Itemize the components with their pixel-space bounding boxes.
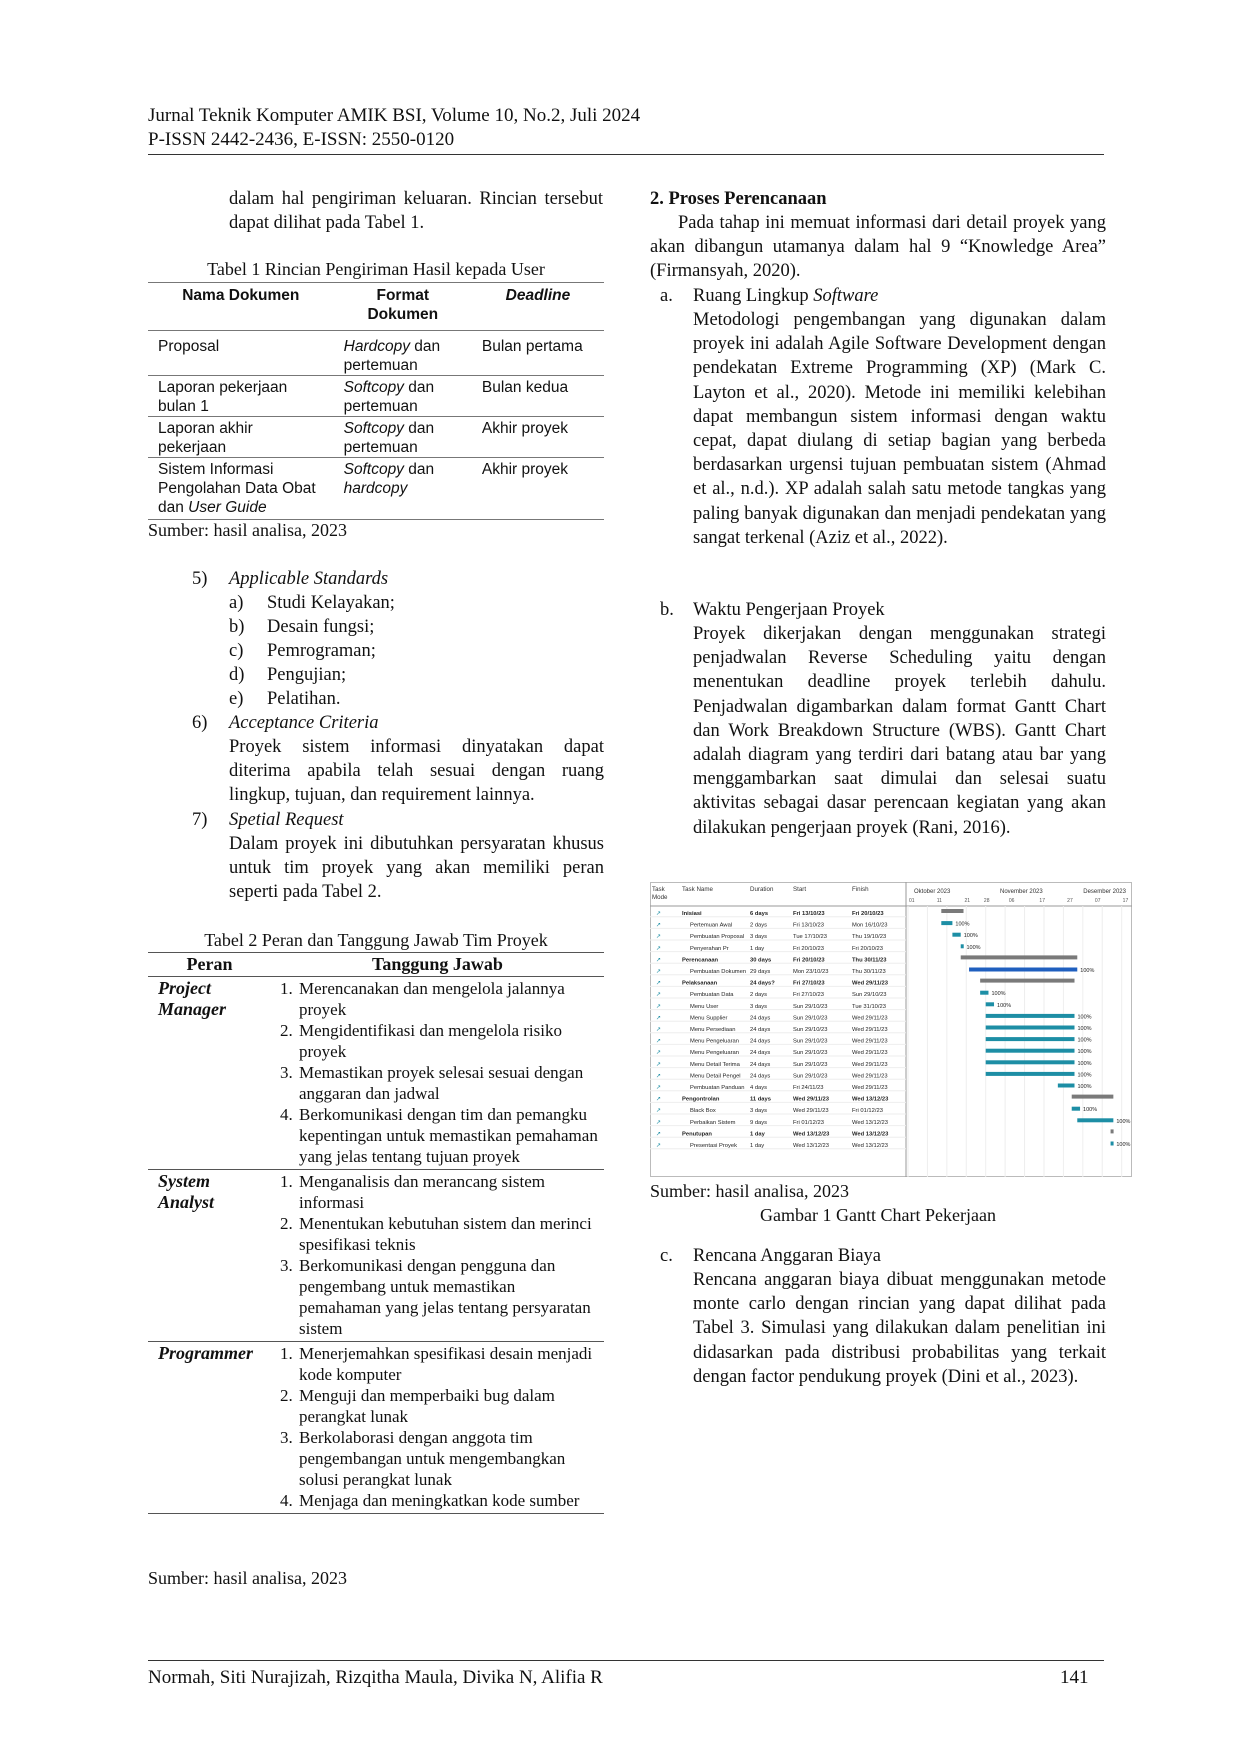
table1-header-doc: Nama Dokumen: [148, 283, 334, 331]
gantt-day-tick: 07: [1094, 898, 1101, 904]
gantt-task-start: Fri 13/10/23: [793, 922, 824, 929]
list-item: b) Desain fungsi;: [229, 617, 375, 637]
gantt-day-tick: 27: [1067, 898, 1073, 904]
list-item: 3. Memastikan proyek selesai sesuai dengan anggaran dan jadwal: [297, 1062, 600, 1104]
page-number: 141: [1060, 1667, 1089, 1688]
table1-cell: Bulan kedua: [472, 376, 604, 417]
table1-cell: Hardcopy dan pertemuan: [334, 331, 472, 376]
gantt-task-name: Penutupan: [682, 1131, 712, 1138]
table1-cell: Akhir proyek: [472, 458, 604, 520]
list-item: a) Studi Kelayakan;: [229, 593, 395, 613]
gantt-task-bar: [986, 1060, 1075, 1064]
gantt-task-name: Pembuatan Data: [690, 992, 734, 999]
gantt-task-start: Sun 29/10/23: [793, 1061, 828, 1068]
gantt-column-header: Mode: [652, 894, 668, 901]
gantt-task-name: Menu Pengeluaran: [690, 1038, 739, 1045]
gantt-task-duration: 11 days: [750, 1096, 771, 1103]
gantt-task-start: Fri 20/10/23: [793, 957, 825, 964]
gantt-task-start: Mon 23/10/23: [793, 969, 829, 975]
gantt-task-start: Fri 01/12/23: [793, 1119, 824, 1126]
role-system-analyst: System Analyst: [148, 1170, 271, 1342]
gantt-task-finish: Thu 19/10/23: [852, 934, 887, 941]
table1-cell: Proposal: [148, 331, 334, 376]
task-mode-icon: ↗: [656, 922, 662, 929]
gantt-task-start: Sun 29/10/23: [793, 1003, 828, 1010]
gantt-task-bar: [941, 921, 952, 925]
gantt-task-finish: Wed 29/11/23: [852, 980, 888, 987]
gantt-task-name: Penyerahan Pr: [690, 945, 729, 952]
gantt-task-name: Pertemuan Awal: [690, 922, 733, 929]
gantt-task-name: Pembuatan Panduan: [690, 1085, 745, 1091]
gantt-task-bar: [1072, 1107, 1080, 1111]
gantt-percent-label: 100%: [1116, 1142, 1131, 1148]
gantt-summary-bar: [980, 979, 1074, 983]
gantt-percent-label: 100%: [966, 944, 981, 951]
gantt-percent-label: 100%: [991, 991, 1006, 998]
table-row: [148, 417, 604, 458]
gantt-task-duration: 24 days: [750, 1061, 771, 1068]
gantt-percent-label: 100%: [1116, 1118, 1131, 1125]
gantt-task-finish: Wed 29/11/23: [852, 1085, 888, 1091]
gantt-month-label: Oktober 2023: [914, 889, 951, 895]
table1-header-deadline: Deadline: [472, 283, 604, 331]
gantt-task-start: Wed 13/12/23: [793, 1131, 830, 1138]
table-row: [148, 331, 604, 376]
acceptance-number: 6): [192, 713, 208, 733]
list-item: 2. Mengidentifikasi dan mengelola risiko proyek: [297, 1020, 600, 1062]
task-mode-icon: ↗: [656, 1015, 662, 1022]
table1-cell: Softcopy dan hardcopy: [334, 458, 472, 520]
special-title: Spetial Request: [229, 810, 344, 830]
gantt-day-tick: 06: [1008, 898, 1015, 904]
gantt-task-bar: [986, 1026, 1075, 1030]
gantt-task-bar: [1077, 1118, 1113, 1122]
table-row: [148, 977, 604, 1170]
gantt-task-name: Inisiasi: [682, 911, 702, 917]
table1-cell: Sistem Informasi Pengolahan Data Obat dan User Guide: [148, 458, 334, 520]
gantt-task-name: Black Box: [690, 1108, 716, 1115]
gantt-task-duration: 1 day: [750, 1131, 765, 1138]
list-item: 3. Berkolaborasi dengan anggota tim pengembangan untuk mengembangkan solusi perangkat lunak: [297, 1427, 600, 1490]
table2-caption: Tabel 2 Peran dan Tanggung Jawab Tim Proyek: [204, 930, 548, 950]
acceptance-body: Proyek sistem informasi dinyatakan dapat diterima apabila telah sesuai dengan ruang lingkup, tujuan, dan requirement lainnya.: [229, 737, 604, 806]
task-mode-icon: ↗: [656, 1143, 662, 1149]
gantt-task-start: Sun 29/10/23: [793, 1027, 828, 1033]
figure-caption: Gambar 1 Gantt Chart Pekerjaan: [760, 1205, 996, 1225]
gantt-task-duration: 3 days: [750, 1003, 768, 1010]
gantt-task-bar: [986, 1002, 994, 1006]
intro-paragraph: dalam hal pengiriman keluaran. Rincian tersebut dapat dilihat pada Tabel 1.: [229, 189, 603, 234]
table1-cell: Laporan pekerjaan bulan 1: [148, 376, 334, 417]
gantt-task-finish: Wed 29/11/23: [852, 1050, 888, 1057]
gantt-percent-label: 100%: [963, 933, 978, 940]
header-rule: [148, 154, 1104, 155]
gantt-task-bar: [986, 1072, 1075, 1076]
gantt-task-start: Sun 29/10/23: [793, 1050, 828, 1057]
footer-rule: [148, 1660, 1104, 1661]
gantt-column-header: Task: [652, 886, 665, 893]
gantt-task-finish: Tue 31/10/23: [852, 1003, 886, 1010]
standards-number: 5): [192, 569, 208, 589]
gantt-task-duration: 24 days: [750, 1038, 771, 1045]
task-mode-icon: ↗: [656, 1027, 662, 1033]
responsibility-cell: [271, 977, 604, 1170]
gantt-task-finish: Wed 13/12/23: [852, 1131, 889, 1138]
gantt-task-duration: 3 days: [750, 1108, 768, 1115]
acceptance-title: Acceptance Criteria: [229, 713, 379, 733]
gantt-task-duration: 24 days: [750, 1050, 771, 1057]
gantt-day-tick: 21: [964, 898, 971, 904]
gantt-task-bar: [986, 1037, 1075, 1041]
task-mode-icon: ↗: [656, 934, 662, 941]
gantt-task-finish: Mon 16/10/23: [852, 922, 888, 929]
list-item: 1. Menerjemahkan spesifikasi desain menjadi kode komputer: [297, 1343, 600, 1385]
gantt-summary-bar: [1072, 1095, 1114, 1099]
gantt-task-name: Pengontrolan: [682, 1096, 720, 1103]
gantt-task-finish: Wed 29/11/23: [852, 1061, 888, 1068]
gantt-task-bar: [961, 944, 964, 948]
gantt-task-finish: Wed 29/11/23: [852, 1027, 888, 1033]
gantt-task-duration: 24 days: [750, 1027, 771, 1033]
list-item: d) Pengujian;: [229, 665, 347, 685]
gantt-task-finish: Wed 13/12/23: [852, 1119, 888, 1126]
gantt-task-start: Sun 29/10/23: [793, 1015, 828, 1022]
sub-c-heading: c. Rencana Anggaran Biaya: [660, 1246, 882, 1266]
gantt-percent-label: 100%: [1077, 1072, 1092, 1079]
gantt-task-duration: 2 days: [750, 922, 768, 929]
list-item: e) Pelatihan.: [229, 689, 341, 709]
list-item: 1. Merencanakan dan mengelola jalannya proyek: [297, 978, 600, 1020]
sub-c-body: Rencana anggaran biaya dibuat menggunakan metode monte carlo dengan rincian yang dapat dilihat pada Tabel 3. Simulasi yang dilakukan dalam penelitian ini didasarkan pada distribusi probabilitas yang terkait dengan factor pendukung proyek (Dini et al., 2023).: [693, 1270, 1106, 1387]
table2: [148, 952, 604, 1514]
gantt-task-name: Menu Supplier: [690, 1015, 728, 1022]
table1-cell: Akhir proyek: [472, 417, 604, 458]
gantt-task-name: Menu Persediaan: [690, 1027, 736, 1033]
task-mode-icon: ↗: [656, 1038, 662, 1045]
gantt-task-duration: 9 days: [750, 1119, 768, 1126]
gantt-task-start: Fri 24/11/23: [793, 1085, 824, 1091]
gantt-day-tick: 01: [909, 898, 915, 904]
gantt-day-tick: 17: [1039, 898, 1045, 904]
sub-a-heading: a. Ruang Lingkup Software: [660, 286, 879, 306]
gantt-task-finish: Wed 29/11/23: [852, 1015, 888, 1022]
gantt-day-tick: 28: [983, 898, 990, 904]
task-mode-icon: ↗: [656, 1003, 662, 1010]
gantt-task-finish: Thu 30/11/23: [852, 957, 887, 964]
gantt-task-start: Tue 17/10/23: [793, 934, 827, 941]
gantt-task-name: Menu Pengeluaran: [690, 1050, 739, 1057]
gantt-day-tick: 17: [1122, 898, 1129, 904]
gantt-task-bar: [1111, 1142, 1114, 1146]
special-heading: [148, 808, 604, 832]
gantt-percent-label: 100%: [1077, 1084, 1092, 1090]
table-row: [148, 1170, 604, 1342]
standards-title: Applicable Standards: [229, 569, 389, 589]
gantt-percent-label: 100%: [997, 1002, 1012, 1009]
table-row: [148, 458, 604, 520]
gantt-percent-label: 100%: [1080, 968, 1095, 974]
gantt-task-name: Perencanaan: [682, 957, 719, 964]
task-mode-icon: ↗: [656, 945, 662, 952]
table-row: [148, 1342, 604, 1514]
list-item: 4. Berkomunikasi dengan tim dan pemangku kepentingan untuk memastikan pemahaman yang jelas tentang tujuan proyek: [297, 1104, 600, 1167]
gantt-summary-bar: [961, 955, 1078, 959]
task-mode-icon: ↗: [656, 969, 662, 975]
gantt-task-duration: 2 days: [750, 992, 768, 999]
table1-cell: Softcopy dan pertemuan: [334, 417, 472, 458]
gantt-task-name: Perbaikan Sistem: [690, 1119, 736, 1126]
gantt-task-start: Fri 27/10/23: [793, 992, 824, 999]
footer-authors: Normah, Siti Nurajizah, Rizqitha Maula, Divika N, Alifia R: [148, 1667, 603, 1688]
gantt-task-bar: [952, 933, 960, 937]
gantt-column-header: Duration: [750, 886, 774, 893]
gantt-task-start: Fri 13/10/23: [793, 911, 825, 917]
gantt-task-finish: Wed 29/11/23: [852, 1038, 888, 1045]
gantt-percent-label: 100%: [1077, 1037, 1092, 1044]
gantt-percent-label: 100%: [1077, 1026, 1092, 1032]
gantt-day-tick: 11: [936, 898, 942, 904]
gantt-task-duration: 24 days: [750, 1073, 771, 1080]
gantt-task-duration: 1 day: [750, 1143, 765, 1149]
gantt-task-name: Pembuatan Proposal: [690, 934, 745, 941]
gantt-task-name: Presentasi Proyek: [690, 1143, 738, 1149]
task-mode-icon: ↗: [656, 1119, 662, 1126]
gantt-task-bar: [986, 1014, 1075, 1018]
gantt-task-duration: 1 day: [750, 945, 765, 952]
list-item: 3. Berkomunikasi dengan pengguna dan pengembang untuk memastikan pemahaman yang jelas tentang persyaratan sistem: [297, 1255, 600, 1339]
gantt-task-finish: Wed 13/12/23: [852, 1096, 889, 1103]
task-mode-icon: ↗: [656, 1085, 662, 1091]
gantt-task-duration: 24 days: [750, 1015, 771, 1022]
gantt-task-finish: Wed 29/11/23: [852, 1073, 888, 1080]
task-mode-icon: ↗: [656, 992, 662, 999]
special-body: Dalam proyek ini dibutuhkan persyaratan khusus untuk tim proyek yang akan memiliki peran seperti pada Tabel 2.: [229, 834, 604, 903]
responsibility-cell: [271, 1170, 604, 1342]
gantt-column-header: Task Name: [682, 886, 713, 893]
table1-source: Sumber: hasil analisa, 2023: [148, 520, 347, 540]
gantt-task-bar: [980, 991, 988, 995]
gantt-percent-label: 100%: [955, 921, 970, 928]
role-programmer: Programmer: [148, 1342, 271, 1514]
list-item: 2. Menguji dan memperbaiki bug dalam perangkat lunak: [297, 1385, 600, 1427]
special-number: 7): [192, 810, 208, 830]
gantt-task-duration: 4 days: [750, 1085, 768, 1091]
gantt-task-bar: [1058, 1084, 1075, 1088]
task-mode-icon: ↗: [656, 1108, 662, 1115]
list-item: 2. Menentukan kebutuhan sistem dan merinci spesifikasi teknis: [297, 1213, 600, 1255]
gantt-summary-bar: [1111, 1129, 1114, 1133]
table1: [148, 282, 604, 520]
gantt-task-start: Wed 29/11/23: [793, 1108, 829, 1115]
table2-source: Sumber: hasil analisa, 2023: [148, 1568, 347, 1588]
section-intro: Pada tahap ini memuat informasi dari detail proyek yang akan dibangun utamanya dalam hal 9 “Knowledge Area” (Firmansyah, 2020).: [650, 213, 1106, 282]
task-mode-icon: ↗: [656, 1131, 662, 1138]
gantt-task-start: Wed 13/12/23: [793, 1143, 829, 1149]
table-row: [148, 376, 604, 417]
task-mode-icon: ↗: [656, 957, 662, 964]
gantt-task-duration: 3 days: [750, 934, 768, 941]
table1-cell: Bulan pertama: [472, 331, 604, 376]
table1-cell: Softcopy dan pertemuan: [334, 376, 472, 417]
gantt-task-finish: Fri 20/10/23: [852, 911, 884, 917]
gantt-task-name: Menu Detail Terima: [690, 1061, 740, 1068]
gantt-task-name: Pembuatan Dokumen: [690, 969, 747, 975]
gantt-task-start: Sun 29/10/23: [793, 1038, 828, 1045]
gantt-task-finish: Sun 29/10/23: [852, 992, 887, 999]
gantt-task-duration: 24 days?: [750, 980, 775, 987]
gantt-task-name: Menu Detail Pengel: [690, 1073, 741, 1080]
standards-section: [148, 567, 604, 735]
task-mode-icon: ↗: [656, 1050, 662, 1057]
responsibility-cell: [271, 1342, 604, 1514]
gantt-task-bar: [969, 968, 1077, 972]
issn-line: P-ISSN 2442-2436, E-ISSN: 2550-0120: [148, 129, 455, 150]
gantt-task-finish: Wed 13/12/23: [852, 1143, 888, 1149]
list-item: 4. Menjaga dan meningkatkan kode sumber: [297, 1490, 600, 1511]
section-title: 2. Proses Perencanaan: [650, 189, 827, 209]
gantt-chart: [650, 882, 1132, 1177]
task-mode-icon: ↗: [656, 1096, 662, 1103]
gantt-month-label: November 2023: [1000, 889, 1043, 895]
gantt-column-header: Start: [793, 886, 807, 893]
gantt-task-start: Fri 20/10/23: [793, 945, 824, 952]
gantt-task-bar: [986, 1049, 1075, 1053]
journal-title: Jurnal Teknik Komputer AMIK BSI, Volume 10, No.2, Juli 2024: [148, 105, 641, 126]
gantt-task-name: Pelaksanaan: [682, 980, 718, 987]
gantt-task-finish: Thu 30/11/23: [852, 969, 886, 975]
gantt-task-start: Fri 27/10/23: [793, 980, 825, 987]
gantt-task-name: Menu User: [690, 1003, 719, 1010]
table1-header-format: Format Dokumen: [334, 283, 472, 331]
task-mode-icon: ↗: [656, 980, 662, 987]
role-project-manager: Project Manager: [158, 978, 227, 1019]
task-mode-icon: ↗: [656, 1073, 662, 1080]
table1-caption: Tabel 1 Rincian Pengiriman Hasil kepada User: [207, 259, 545, 279]
gantt-task-duration: 29 days: [750, 969, 771, 975]
list-item: c) Pemrograman;: [229, 641, 376, 661]
sub-b-heading: b. Waktu Pengerjaan Proyek: [660, 600, 885, 620]
task-mode-icon: ↗: [656, 911, 662, 917]
gantt-percent-label: 100%: [1077, 1014, 1092, 1021]
list-item: 1. Menganalisis dan merancang sistem informasi: [297, 1171, 600, 1213]
figure-source: Sumber: hasil analisa, 2023: [650, 1181, 849, 1201]
gantt-percent-label: 100%: [1083, 1107, 1098, 1114]
gantt-task-duration: 30 days: [750, 957, 772, 964]
gantt-percent-label: 100%: [1077, 1060, 1092, 1067]
gantt-task-start: Sun 29/10/23: [793, 1073, 828, 1080]
gantt-month-label: Desember 2023: [1083, 889, 1126, 895]
sub-a-body: Metodologi pengembangan yang digunakan dalam proyek ini adalah Agile Software Development dengan pendekatan Extreme Programming (XP) (Mark C. Layton et al., 2020). Metode ini memiliki kelebihan dapat membangun sistem informasi dengan waktu cepat, dapat diulang di setiap bagian yang berbeda berdasarkan urgensi tujuan pembuatan sistem (Ahmad et al., n.d.). XP adalah salah satu metode tangkas yang paling banyak digunakan dan menjadi pendekatan yang sangat terkenal (Aziz et al., 2022).: [693, 310, 1106, 548]
table1-cell: Laporan akhir pekerjaan: [148, 417, 334, 458]
gantt-percent-label: 100%: [1077, 1049, 1092, 1056]
table2-header-responsibility: Tanggung Jawab: [271, 953, 604, 977]
gantt-task-finish: Fri 01/12/23: [852, 1108, 883, 1115]
table2-header-role: Peran: [148, 953, 271, 977]
gantt-column-header: Finish: [852, 886, 869, 893]
sub-b-body: Proyek dikerjakan dengan menggunakan strategi penjadwalan Reverse Scheduling yaitu dengan menentukan deadline proyek terlebih dahulu. Penjadwalan digambarkan dalam format Gantt Chart dan Work Breakdown Structure (WBS). Gantt Chart adalah diagram yang terdiri dari batang atau bar yang menggambarkan saat dimulai dan selesai suatu aktivitas sebagai dasar perencaan kegiatan yang akan dilakukan pengerjaan proyek (Rani, 2016).: [693, 624, 1106, 838]
task-mode-icon: ↗: [656, 1061, 662, 1068]
gantt-task-finish: Fri 20/10/23: [852, 945, 883, 952]
gantt-task-start: Wed 29/11/23: [793, 1096, 829, 1103]
gantt-task-duration: 6 days: [750, 911, 769, 917]
gantt-summary-bar: [941, 909, 963, 913]
